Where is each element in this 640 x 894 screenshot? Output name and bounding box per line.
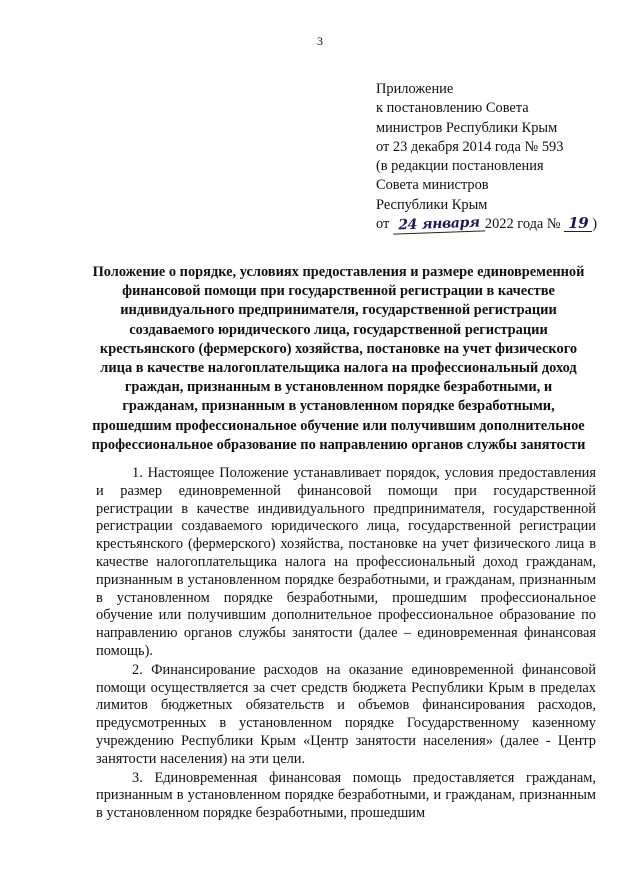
document-title: Положение о порядке, условиях предоставления и размере единовременной финансовой помощи при государственной регистрации в качестве индивидуального предпринимателя, государственной регистрации создаваемого юридического лица, государственной регистрации крестьянского (фермерского) хозяйства, постановке на учет физического лица в качестве налогоплательщика налога на профессиональный доход граждан, признанным в установленном порядке безработными, и гражданам, признанным в установленном порядке безработными, прошедшим профессиональное обучение или получившим дополнительное профессиональное образование по направлению органов службы занятости — [91, 264, 586, 453]
handwritten-number: 19 — [564, 216, 592, 232]
appendix-line: министров Республики Крым — [376, 119, 558, 136]
year-text: 2022 года № — [484, 216, 561, 233]
page-number: 3 — [317, 34, 323, 48]
appendix-line: к постановлению Совета — [376, 100, 529, 117]
appendix-line: от 23 декабря 2014 года № 593 — [376, 138, 564, 155]
appendix-line: Приложение — [376, 81, 454, 97]
from-prefix: от — [376, 216, 390, 233]
appendix-line: (в редакции постановления — [376, 158, 544, 175]
paragraph: 3. Единовременная финансовая помощь предоставляется гражданам, признанным в установленном порядке безработными, и гражданам, признанным в установленном порядке безработными, прошедшим — [96, 769, 596, 822]
paragraph: 1. Настоящее Положение устанавливает порядок, условия предоставления и размер единовременной финансовой помощи при государственной регистрации в качестве индивидуального предпринимателя, государственной регистрации создаваемого юридического лица, государственной регистрации крестьянского (фермерского) хозяйства, постановке на учет физического лица в качестве налогоплательщика налога на профессиональный доход гражданам, признанным в установленном порядке безработными, и гражданам, признанным в установленном порядке безработными, прошедшим профессиональное обучение или получившим дополнительное профессиональное образование по направлению органов службы занятости (далее – единовременная финансовая помощь). — [96, 465, 596, 659]
appendix-block — [376, 80, 626, 234]
closing-paren: ) — [592, 216, 598, 233]
handwritten-date: 24 января — [393, 215, 486, 234]
amendment-date-line — [376, 215, 626, 234]
paragraph: 2. Финансирование расходов на оказание единовременной финансовой помощи осуществляется за счет средств бюджета Республики Крым в пределах лимитов бюджетных обязательств и объемов финансирования расходов, предусмотренных в установленном порядке Государственному казенному учреждению Республики Крым «Центр занятости населения» (далее - Центр занятости населения) на эти цели. — [96, 661, 596, 767]
appendix-line: Республики Крым — [376, 196, 488, 213]
appendix-line: Совета министров — [376, 177, 489, 194]
document-body — [96, 465, 596, 823]
